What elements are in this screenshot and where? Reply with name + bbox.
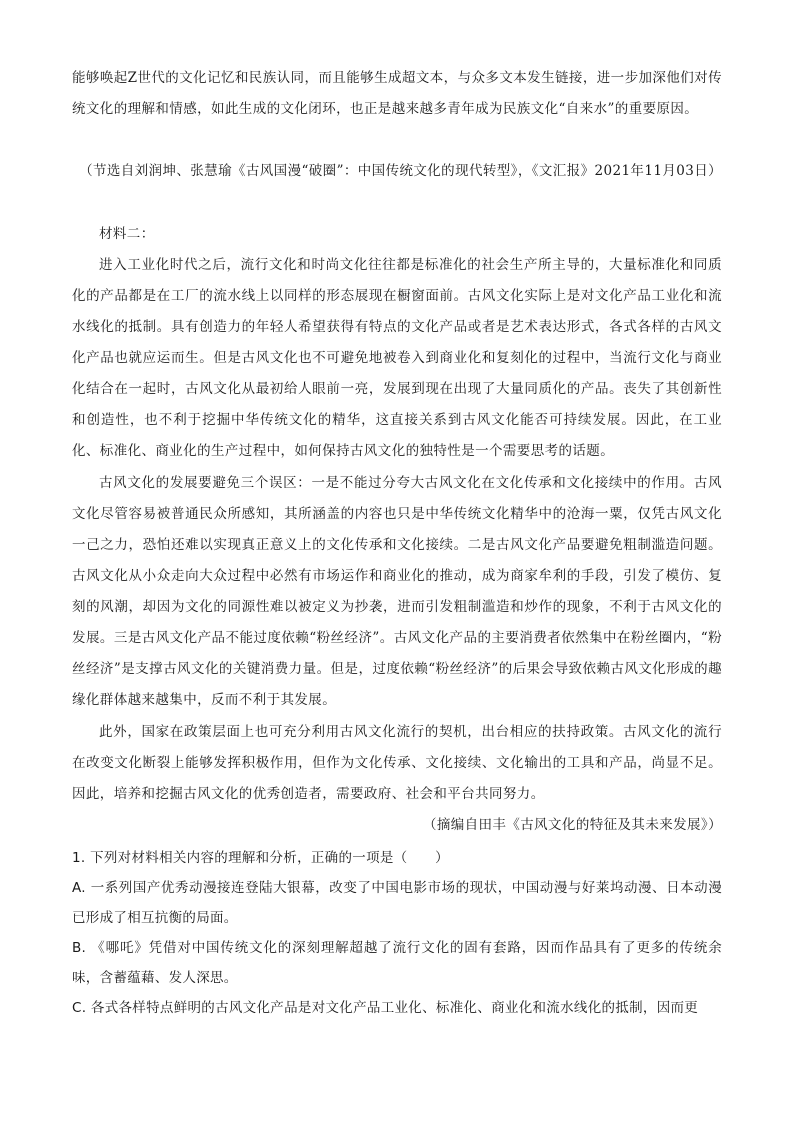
option-a: A. 一系列国产优秀动漫接连登陆大银幕，改变了中国电影市场的现状，中国动漫与好莱坞动漫、日本动漫已形成了相互抗衡的局面。 <box>72 880 722 926</box>
material1-tail-paragraph: 能够唤起Z世代的文化记忆和民族认同，而且能够生成超文本，与众多文本发生链接，进一步加深他们对传统文化的理解和情感，如此生成的文化闭环，也正是越来越多青年成为民族文化“自来水”的重要原因。 <box>72 70 722 117</box>
material1-source-citation: （节选自刘润坤、张慧瑜《古风国漫“破圈”：中国传统文化的现代转型》，《文汇报》2021年11月03日） <box>79 163 722 179</box>
option-c: C. 各式各样特点鲜明的古风文化产品是对文化产品工业化、标准化、商业化和流水线化的抵制，因而更 <box>72 1000 699 1016</box>
question-stem: 1. 下列对材料相关内容的理解和分析，正确的一项是（ ） <box>72 850 449 866</box>
option-b: B. 《哪吒》凭借对中国传统文化的深刻理解超越了流行文化的固有套路，因而作品具有了更多的传统余味，含蓄蕴藉、发人深思。 <box>72 940 722 986</box>
material2-paragraph-3: 此外，国家在政策层面上也可充分利用古风文化流行的契机，出台相应的扶持政策。古风文化的流行在改变文化断裂上能够发挥积极作用，但作为文化传承、文化接续、文化输出的工具和产品，尚显不足。因此，培养和挖掘古风文化的优秀创造者，需要政府、社会和平台共同努力。 <box>72 724 722 802</box>
material2-paragraph-2: 古风文化的发展要避免三个误区：一是不能过分夸大古风文化在文化传承和文化接续中的作用。古风文化尽管容易被普通民众所感知，其所涵盖的内容也只是中华传统文化精华中的沧海一粟，仅凭古风文化一己之力，恐怕还难以实现真正意义上的文化传承和文化接续。二是古风文化产品要避免粗制滥造问题。古风文化从小众走向大众过程中必然有市场运作和商业化的推动，成为商家牟利的手段，引发了模仿、复刻的风潮，却因为文化的同源性难以被定义为抄袭，进而引发粗制滥造和炒作的现象，不利于古风文化的发展。三是古风文化产品不能过度依赖“粉丝经济”。古风文化产品的主要消费者依然集中在粉丝圈内，“粉丝经济”是支撑古风文化的关键消费力量。但是，过度依赖“粉丝经济”的后果会导致依赖古风文化形成的趣缘化群体越来越集中，反而不利于其发展。 <box>72 475 722 708</box>
material2-paragraph-1: 进入工业化时代之后，流行文化和时尚文化往往都是标准化的社会生产所主导的，大量标准化和同质化的产品都是在工厂的流水线上以同样的形态展现在橱窗面前。古风文化实际上是对文化产品工业化和流水线化的抵制。具有创造力的年轻人希望获得有特点的文化产品或者是艺术表达形式，各式各样的古风文化产品也就应运而生。但是古风文化也不可避免地被卷入到商业化和复刻化的过程中，当流行文化与商业化结合在一起时，古风文化从最初给人眼前一亮，发展到现在出现了大量同质化的产品。丧失了其创新性和创造性，也不利于挖掘中华传统文化的精华，这直接关系到古风文化能否可持续发展。因此，在工业化、标准化、商业化的生产过程中，如何保持古风文化的独特性是一个需要思考的话题。 <box>72 257 722 459</box>
material2-source-citation: （摘编自田丰《古风文化的特征及其未来发展》） <box>422 817 722 833</box>
material2-heading: 材料二： <box>99 226 155 242</box>
